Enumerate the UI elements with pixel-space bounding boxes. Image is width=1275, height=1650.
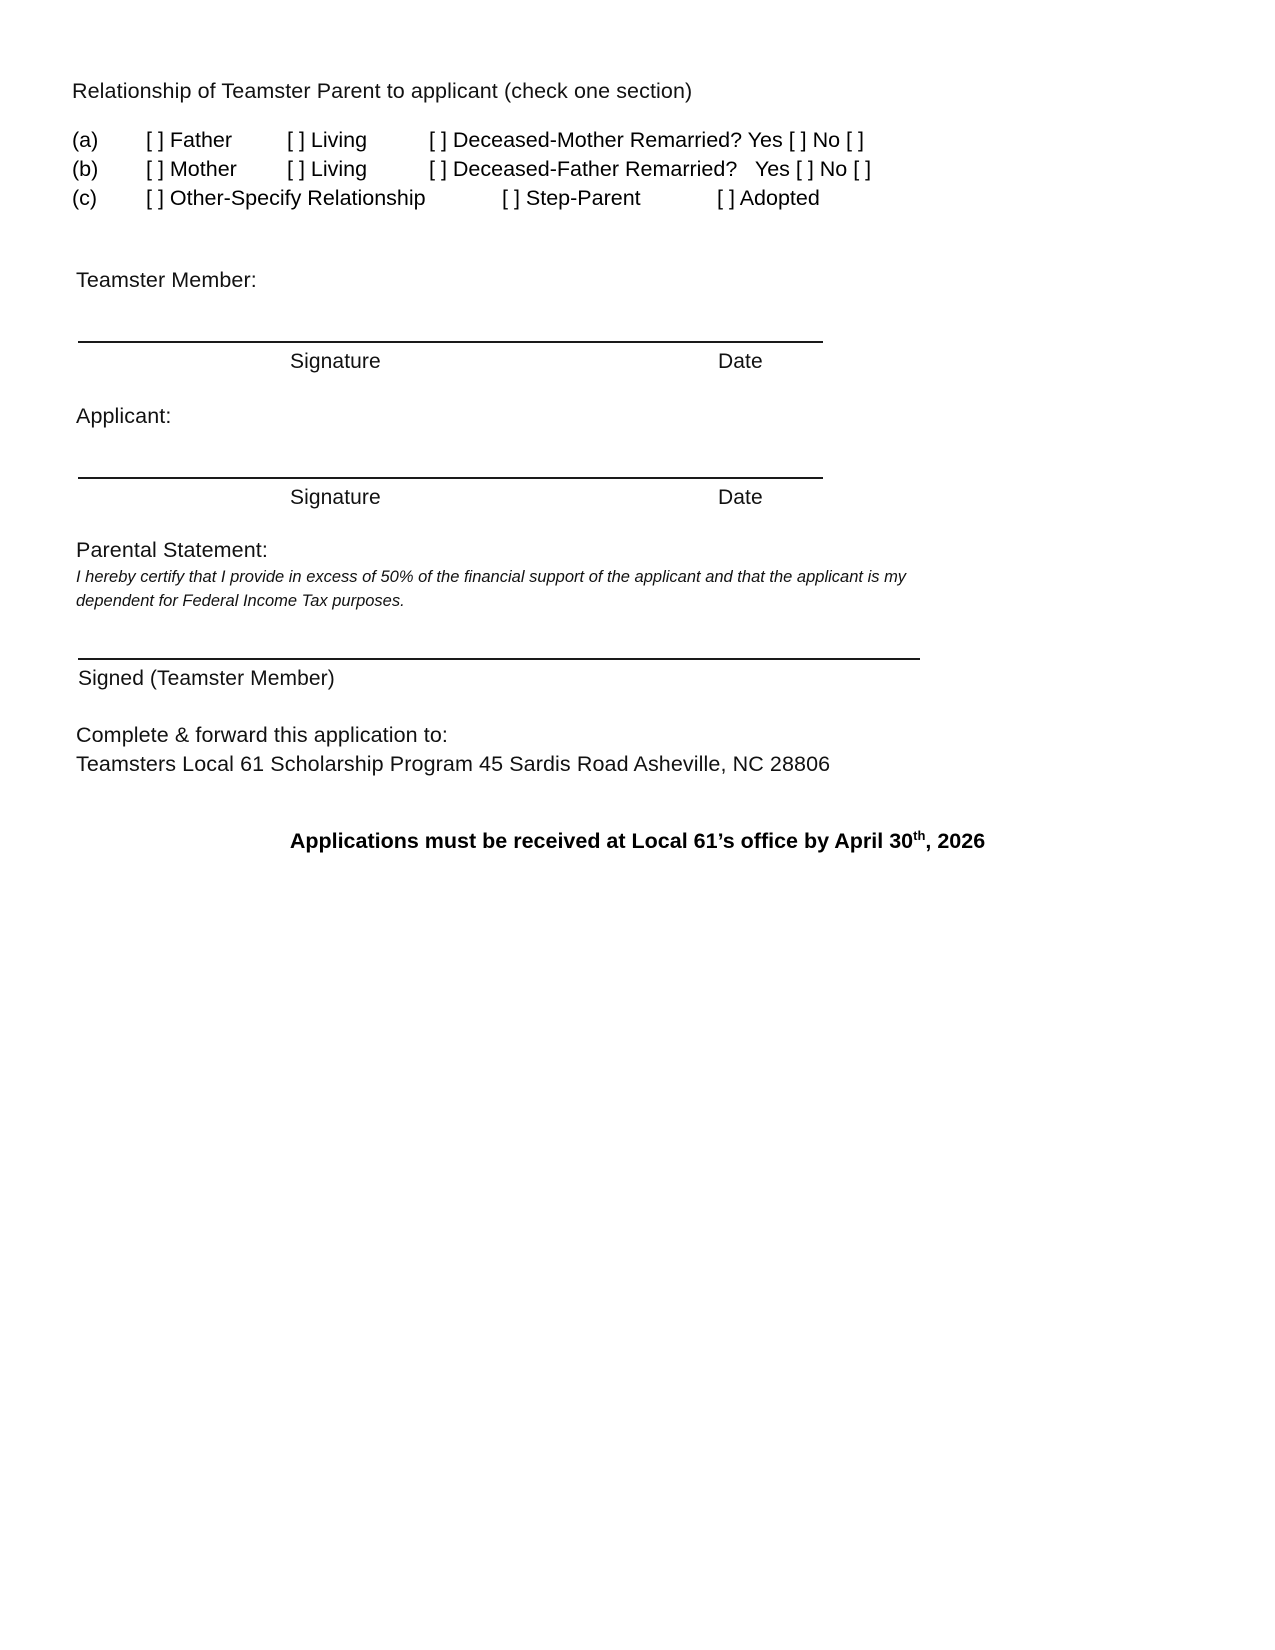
parental-statement-line-1: I hereby certify that I provide in excess of 50% of the financial support of the applicant and that the applicant is my (76, 568, 907, 586)
deadline-superscript: th (913, 828, 926, 843)
row-letter-b: (b) (72, 157, 99, 181)
checkbox-father-living[interactable]: [ ] Living (287, 128, 368, 152)
relationship-row-b (72, 157, 1072, 182)
row-letter-c: (c) (72, 186, 98, 210)
checkbox-deceased-mother-remarried[interactable]: [ ] Deceased-Mother Remarried? Yes [ ] No [ ] (429, 128, 864, 152)
deadline-notice (0, 828, 1275, 854)
signed-rule[interactable] (78, 658, 920, 660)
forward-instruction-label: Complete & forward this application to: (76, 723, 448, 747)
checkbox-father[interactable]: [ ] Father (146, 128, 233, 152)
mailing-address: Teamsters Local 61 Scholarship Program 45 Sardis Road Asheville, NC 28806 (76, 752, 831, 776)
relationship-section (72, 128, 1072, 211)
row-letter-a: (a) (72, 128, 99, 152)
deadline-suffix: , 2026 (925, 829, 986, 854)
deadline-prefix: Applications must be received at Local 61’s office by April 30 (289, 829, 914, 854)
page-title: Relationship of Teamster Parent to applicant (check one section) (72, 79, 693, 103)
parental-statement-line-2: dependent for Federal Income Tax purposes. (76, 592, 405, 610)
teamster-signature-caption: Signature (290, 350, 381, 373)
applicant-signature-rule[interactable] (78, 477, 823, 479)
applicant-date-caption: Date (718, 486, 763, 509)
signed-caption: Signed (Teamster Member) (78, 667, 335, 690)
teamster-date-caption: Date (718, 350, 763, 373)
checkbox-step-parent[interactable]: [ ] Step-Parent (502, 186, 641, 210)
checkbox-other-specify-relationship[interactable]: [ ] Other-Specify Relationship (146, 186, 426, 210)
relationship-row-c (72, 186, 1072, 211)
teamster-signature-rule[interactable] (78, 341, 823, 343)
parental-statement-label: Parental Statement: (76, 538, 268, 562)
checkbox-adopted[interactable]: [ ] Adopted (717, 186, 820, 210)
checkbox-mother[interactable]: [ ] Mother (146, 157, 237, 181)
relationship-row-a (72, 128, 1072, 153)
teamster-member-label: Teamster Member: (76, 268, 257, 292)
applicant-signature-caption: Signature (290, 486, 381, 509)
checkbox-deceased-father-remarried[interactable]: [ ] Deceased-Father Remarried? Yes [ ] No [ ] (429, 157, 872, 181)
checkbox-mother-living[interactable]: [ ] Living (287, 157, 368, 181)
applicant-label: Applicant: (76, 404, 172, 428)
